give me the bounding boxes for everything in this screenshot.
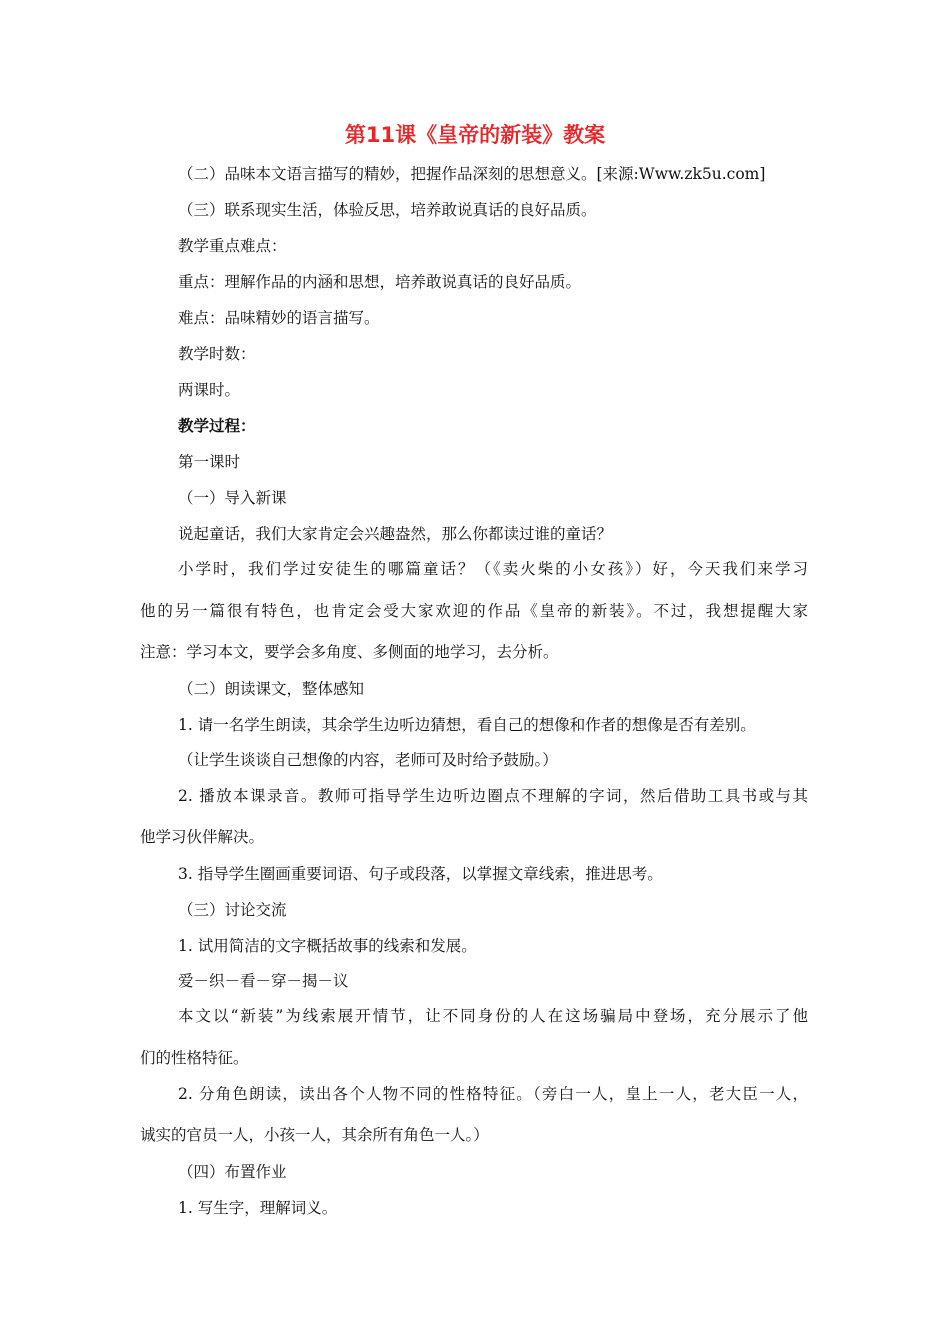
paragraph-line: 说起童话，我们大家肯定会兴趣盎然，那么你都读过谁的童话？ [178,525,613,543]
paragraph-line: 1. 请一名学生朗读，其余学生边听边猜想，看自己的想像和作者的想像是否有差别。 [178,716,756,734]
paragraph-line: 两课时。 [178,381,241,399]
paragraph-line: 他学习伙伴解决。 [140,828,265,846]
paragraph-line: 重点：理解作品的内涵和思想，培养敢说真话的良好品质。 [178,273,582,291]
paragraph-line: 2. 播放本课录音。教师可指导学生边听边圈点不理解的字词，然后借助工具书或与其 [178,787,808,805]
paragraph-line: 1. 写生字，理解词义。 [178,1199,338,1217]
paragraph-line: 爱－织－看－穿－揭－议 [178,972,349,990]
section-heading: 教学过程： [178,416,256,435]
paragraph-line: 第一课时 [178,453,241,471]
paragraph-line: （让学生谈谈自己想像的内容，老师可及时给予鼓励。） [178,751,558,769]
paragraph-line: （三）讨论交流 [178,901,287,919]
paragraph-line: （一）导入新课 [178,489,287,507]
paragraph-line: 教学重点难点： [178,237,287,255]
paragraph-line: （三）联系现实生活，体验反思，培养敢说真话的良好品质。 [178,201,597,219]
paragraph-line: 本文以“新装”为线索展开情节，让不同身份的人在这场骗局中登场，充分展示了他 [178,1007,808,1025]
paragraph-line: 注意：学习本文，要学会多角度、多侧面的地学习，去分析。 [140,643,559,661]
document-title: 第11课《皇帝的新装》教案 [344,123,606,147]
paragraph-line: （四）布置作业 [178,1163,287,1181]
paragraph-line: （二）朗读课文，整体感知 [178,680,365,698]
paragraph-line: 3. 指导学生圈画重要词语、句子或段落，以掌握文章线索，推进思考。 [178,865,663,883]
paragraph-line: 诚实的官员一人，小孩一人，其余所有角色一人。） [140,1126,489,1144]
paragraph-line: 难点：品味精妙的语言描写。 [178,309,380,327]
paragraph-line: 1. 试用简洁的文字概括故事的线索和发展。 [178,937,477,955]
paragraph-line: （二）品味本文语言描写的精妙，把握作品深刻的思想意义。[来源:Www.zk5u.com] [178,165,766,183]
paragraph-line: 他的另一篇很有特色，也肯定会受大家欢迎的作品《皇帝的新装》。不过，我想提醒大家 [140,602,808,620]
paragraph-line: 们的性格特征。 [140,1049,249,1067]
paragraph-line: 2. 分角色朗读，读出各个人物不同的性格特征。（旁白一人，皇上一人，老大臣一人， [178,1085,808,1103]
paragraph-line: 教学时数： [178,345,256,363]
paragraph-line: 小学时，我们学过安徒生的哪篇童话？（《卖火柴的小女孩》）好，今天我们来学习 [178,560,808,578]
